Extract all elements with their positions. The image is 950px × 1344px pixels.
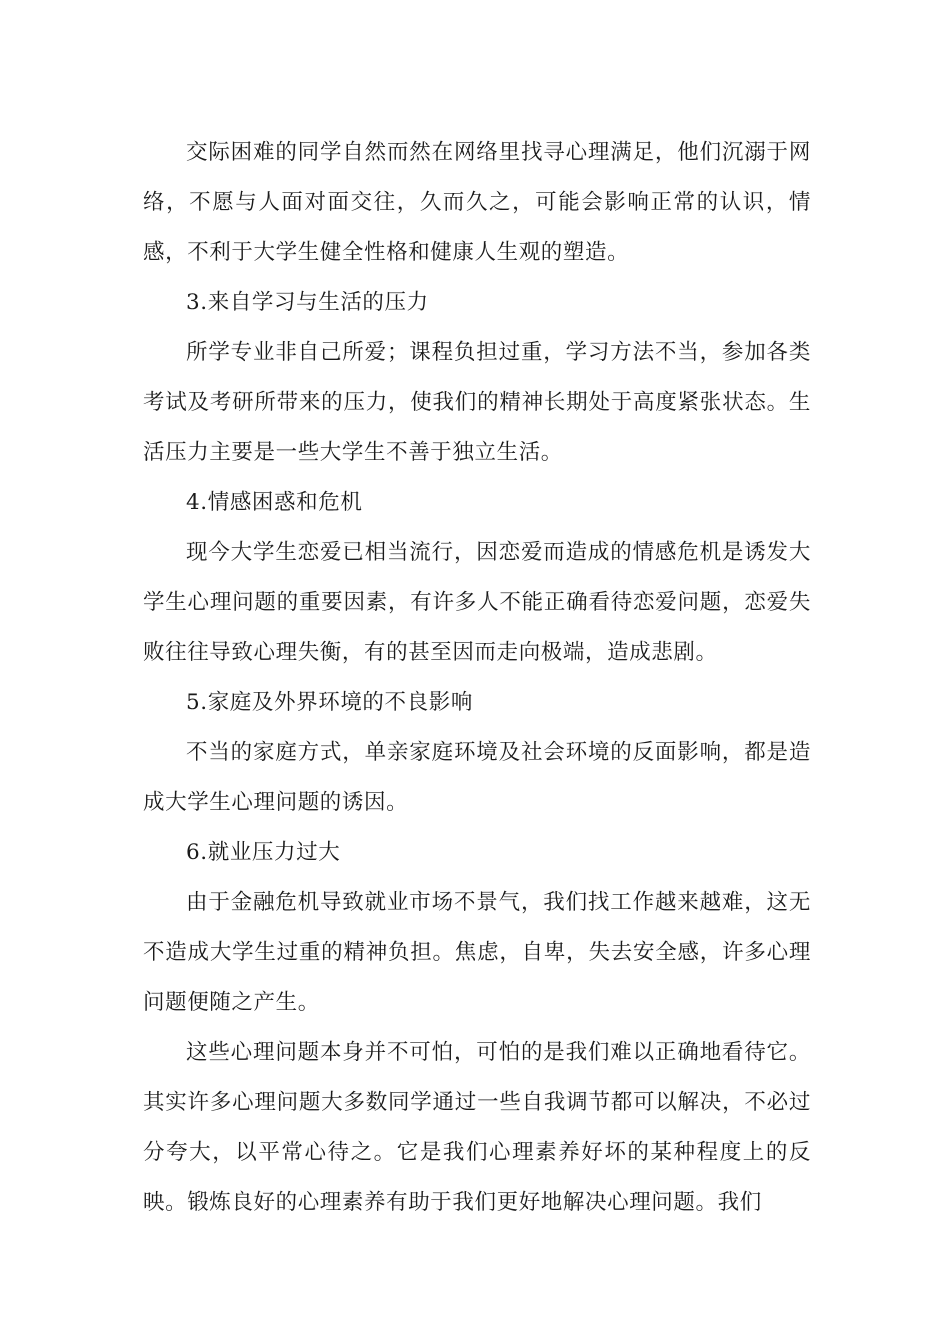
- paragraph-emotional-crisis: 现今大学生恋爱已相当流行，因恋爱而造成的情感危机是诱发大学生心理问题的重要因素，有许多人不能正确看待恋爱问题，恋爱失败往往导致心理失衡，有的甚至因而走向极端，造成悲剧。: [143, 540, 811, 665]
- paragraph-study-life-pressure: 所学专业非自己所爱；课程负担过重，学习方法不当，参加各类考试及考研所带来的压力，使我们的精神长期处于高度紧张状态。生活压力主要是一些大学生不善于独立生活。: [143, 340, 811, 465]
- heading-study-life-pressure: 3.来自学习与生活的压力: [186, 290, 429, 315]
- heading-employment-pressure: 6.就业压力过大: [186, 840, 341, 865]
- document-body: [143, 128, 811, 1228]
- paragraph-network-addiction: 交际困难的同学自然而然在网络里找寻心理满足，他们沉溺于网络，不愿与人面对面交往，久而久之，可能会影响正常的认识，情感，不利于大学生健全性格和健康人生观的塑造。: [143, 140, 811, 265]
- heading-emotional-crisis: 4.情感困惑和危机: [186, 490, 363, 515]
- paragraph-family-environment: 不当的家庭方式，单亲家庭环境及社会环境的反面影响，都是造成大学生心理问题的诱因。: [143, 740, 811, 815]
- heading-family-environment: 5.家庭及外界环境的不良影响: [186, 690, 473, 715]
- paragraph-conclusion: 这些心理问题本身并不可怕，可怕的是我们难以正确地看待它。其实许多心理问题大多数同学通过一些自我调节都可以解决，不必过分夸大，以平常心待之。它是我们心理素养好坏的某种程度上的反映。锻炼良好的心理素养有助于我们更好地解决心理问题。我们: [143, 1040, 811, 1215]
- paragraph-employment-pressure: 由于金融危机导致就业市场不景气，我们找工作越来越难，这无不造成大学生过重的精神负担。焦虑，自卑，失去安全感，许多心理问题便随之产生。: [143, 890, 811, 1015]
